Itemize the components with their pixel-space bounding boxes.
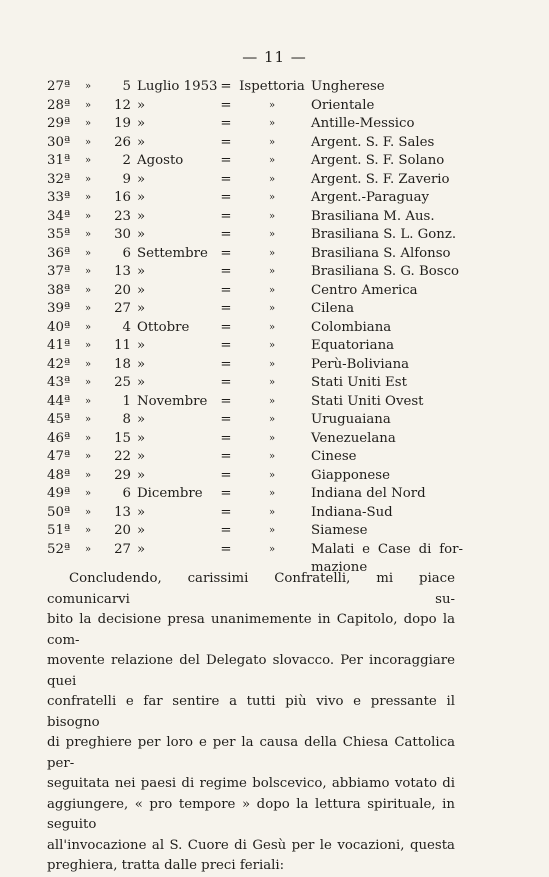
schedule-province-line: Venezuelana <box>311 430 396 446</box>
schedule-province-line: Malati e Case di for- <box>311 541 463 557</box>
schedule-day: 12 <box>114 97 131 113</box>
schedule-province <box>311 152 463 171</box>
schedule-row <box>47 97 467 116</box>
ditto-mark: » <box>85 266 92 277</box>
ditto-mark: » <box>85 506 92 518</box>
schedule-month: » <box>137 134 146 150</box>
schedule-province-line: Perù-Boliviana <box>311 356 410 372</box>
schedule-row <box>47 115 467 134</box>
schedule-day: 6 <box>122 245 131 261</box>
schedule-row <box>47 226 467 245</box>
schedule-day: 29 <box>114 467 131 483</box>
paragraph-line: confratelli e far sentire a tutti più vivo e pressante il bisogno <box>47 694 455 730</box>
schedule-province <box>311 448 463 467</box>
schedule-inspectorate-label: » <box>268 303 276 314</box>
schedule-province-line: mazione <box>311 560 368 575</box>
schedule-province <box>311 374 463 393</box>
schedule-month: » <box>137 523 146 538</box>
schedule-number: 49ª <box>47 486 71 501</box>
schedule-province-line: Colombiana <box>311 319 392 335</box>
schedule-province-line: Indiana-Sud <box>311 504 393 520</box>
schedule-inspectorate-label: » <box>268 488 276 499</box>
schedule-month: » <box>137 208 146 224</box>
schedule-row <box>47 337 467 356</box>
schedule-number: 46ª <box>47 430 71 446</box>
ditto-mark: » <box>85 99 92 111</box>
equals-sign: = <box>220 467 232 483</box>
schedule-inspectorate-label: » <box>268 118 276 129</box>
schedule-inspectorate-label: » <box>268 358 276 370</box>
schedule-month: » <box>137 282 146 298</box>
schedule-row <box>47 78 467 97</box>
ditto-mark: » <box>85 155 92 166</box>
schedule-inspectorate-label: » <box>268 173 276 185</box>
ditto-mark: » <box>85 229 92 240</box>
schedule-day: 22 <box>114 449 131 464</box>
equals-sign: = <box>220 97 232 113</box>
equals-sign: = <box>220 227 232 242</box>
schedule-inspectorate-label: » <box>268 543 276 555</box>
schedule-inspectorate-label: » <box>268 247 276 259</box>
schedule-month: » <box>137 171 146 187</box>
schedule-province-line: Uruguaiana <box>311 412 391 427</box>
schedule-inspectorate-label: » <box>268 395 276 407</box>
schedule-province <box>311 319 463 338</box>
equals-sign: = <box>220 393 232 409</box>
schedule-province-line: Brasiliana S. G. Bosco <box>311 264 460 279</box>
ditto-mark: » <box>85 136 92 148</box>
paragraph-line: di preghiere per loro e per la causa della Chiesa Cattolica per- <box>47 735 455 771</box>
equals-sign: = <box>220 356 232 372</box>
schedule-province <box>311 97 463 116</box>
schedule-inspectorate-label: » <box>268 414 276 425</box>
schedule-inspectorate-label: » <box>268 155 276 166</box>
schedule-row <box>47 263 467 282</box>
page-number: — 11 — <box>242 48 307 66</box>
ditto-mark: » <box>85 432 92 444</box>
schedule-province-line: Cilena <box>311 301 355 316</box>
schedule-number: 30ª <box>47 134 71 150</box>
equals-sign: = <box>220 245 232 261</box>
schedule-province-line: Equatoriana <box>311 338 395 353</box>
schedule-number: 39ª <box>47 301 71 316</box>
equals-sign: = <box>220 430 232 446</box>
ditto-mark: » <box>85 210 92 222</box>
equals-sign: = <box>220 319 232 335</box>
schedule-province <box>311 263 463 282</box>
schedule-number: 40ª <box>47 319 71 335</box>
equals-sign: = <box>220 301 232 316</box>
schedule-province <box>311 337 463 356</box>
ditto-mark: » <box>85 451 92 462</box>
equals-sign: = <box>220 412 232 427</box>
schedule-row <box>47 448 467 467</box>
paragraph-line: seguitata nei paesi di regime bolscevico, abbiamo votato di <box>47 776 455 791</box>
schedule-month: » <box>137 97 146 113</box>
schedule-number: 42ª <box>47 356 71 372</box>
schedule-province-line: Cinese <box>311 449 357 464</box>
schedule-province <box>311 115 463 134</box>
schedule-month: » <box>137 412 146 427</box>
schedule-number: 50ª <box>47 504 71 520</box>
schedule-inspectorate-label: » <box>268 284 276 296</box>
schedule-province-line: Brasiliana S. L. Gonz. <box>311 227 457 242</box>
schedule-month: » <box>137 541 146 557</box>
equals-sign: = <box>220 486 232 501</box>
schedule-province <box>311 171 463 190</box>
schedule-number: 41ª <box>47 338 71 353</box>
schedule-row <box>47 430 467 449</box>
equals-sign: = <box>220 541 232 557</box>
ditto-mark: » <box>85 284 92 296</box>
schedule-inspectorate-label: » <box>268 210 276 222</box>
schedule-day: 27 <box>114 301 131 316</box>
schedule-day: 23 <box>114 208 131 224</box>
schedule-province <box>311 467 463 486</box>
schedule-month: Luglio 1953 <box>137 79 218 94</box>
schedule-inspectorate-label: » <box>268 451 276 462</box>
schedule-province <box>311 226 463 245</box>
ditto-mark: » <box>85 543 92 555</box>
schedule-inspectorate-label: » <box>268 266 276 277</box>
schedule-inspectorate-label: » <box>268 432 276 444</box>
schedule-row <box>47 393 467 412</box>
schedule-row <box>47 356 467 375</box>
schedule-number: 27ª <box>47 79 71 94</box>
schedule-inspectorate-label: » <box>268 506 276 518</box>
schedule-month: » <box>137 467 146 483</box>
schedule-number: 47ª <box>47 449 71 464</box>
ditto-mark: » <box>85 81 92 92</box>
schedule-month: » <box>137 190 146 205</box>
schedule-row <box>47 467 467 486</box>
paragraph-line: movente relazione del Delegato slovacco. Per incoraggiare quei <box>47 653 455 689</box>
schedule-list <box>47 78 467 578</box>
schedule-row <box>47 319 467 338</box>
schedule-month: » <box>137 375 146 390</box>
schedule-day: 16 <box>114 190 131 205</box>
schedule-month: » <box>137 430 146 446</box>
schedule-province-line: Argent. S. F. Sales <box>311 134 435 150</box>
schedule-day: 15 <box>114 430 131 446</box>
schedule-row <box>47 245 467 264</box>
ditto-mark: » <box>85 173 92 185</box>
schedule-row <box>47 282 467 301</box>
schedule-province-line: Centro America <box>311 282 418 298</box>
schedule-row <box>47 374 467 393</box>
schedule-month: » <box>137 338 146 353</box>
schedule-day: 26 <box>114 134 131 150</box>
schedule-day: 9 <box>122 171 131 187</box>
schedule-province <box>311 189 463 208</box>
schedule-inspectorate-label: » <box>268 469 276 481</box>
schedule-number: 52ª <box>47 541 71 557</box>
schedule-day: 20 <box>114 282 131 298</box>
ditto-mark: » <box>85 192 92 203</box>
schedule-number: 38ª <box>47 282 71 298</box>
paragraph-line: aggiungere, « pro tempore » dopo la lettura spirituale, in seguito <box>47 796 455 832</box>
equals-sign: = <box>220 134 232 150</box>
schedule-province <box>311 282 463 301</box>
equals-sign: = <box>220 190 232 205</box>
schedule-row <box>47 171 467 190</box>
schedule-inspectorate-label: » <box>268 229 276 240</box>
schedule-province-line: Argent.-Paraguay <box>311 190 430 205</box>
schedule-province-line: Argent. S. F. Solano <box>311 153 445 168</box>
schedule-month: » <box>137 227 146 242</box>
schedule-day: 8 <box>122 412 131 427</box>
schedule-day: 1 <box>122 393 131 409</box>
schedule-day: 30 <box>114 227 131 242</box>
schedule-day: 4 <box>122 319 131 335</box>
schedule-number: 28ª <box>47 97 71 113</box>
schedule-row <box>47 485 467 504</box>
schedule-row <box>47 134 467 153</box>
schedule-province-line: Antille-Messico <box>311 116 415 131</box>
schedule-day: 6 <box>122 486 131 501</box>
schedule-number: 31ª <box>47 153 71 168</box>
schedule-province <box>311 208 463 227</box>
schedule-row <box>47 152 467 171</box>
paragraph-line: Concludendo, carissimi Confratelli, mi piace comunicarvi su- <box>47 571 455 607</box>
schedule-row <box>47 522 467 541</box>
schedule-day: 11 <box>114 338 131 353</box>
schedule-province <box>311 356 463 375</box>
schedule-number: 43ª <box>47 375 71 390</box>
ditto-mark: » <box>85 118 92 129</box>
paragraph-line: all'invocazione al S. Cuore di Gesù per le vocazioni, questa <box>47 837 455 853</box>
schedule-inspectorate-label: » <box>268 99 276 111</box>
schedule-number: 32ª <box>47 171 71 187</box>
equals-sign: = <box>220 264 232 279</box>
schedule-province-line: Brasiliana M. Aus. <box>311 208 435 224</box>
ditto-mark: » <box>85 303 92 314</box>
schedule-inspectorate-label: » <box>268 525 276 536</box>
schedule-month: » <box>137 504 146 520</box>
schedule-day: 20 <box>114 523 131 538</box>
schedule-inspectorate-label: » <box>268 321 276 333</box>
equals-sign: = <box>220 282 232 298</box>
schedule-province <box>311 504 463 523</box>
schedule-day: 25 <box>114 375 131 390</box>
schedule-province-line: Argent. S. F. Zaverio <box>311 171 450 187</box>
schedule-day: 13 <box>114 504 131 520</box>
schedule-province <box>311 430 463 449</box>
schedule-province <box>311 522 463 541</box>
schedule-number: 37ª <box>47 264 71 279</box>
paragraph-line: bito la decisione presa unanimemente in Capitolo, dopo la com- <box>47 612 455 648</box>
schedule-province-line: Giapponese <box>311 467 390 483</box>
ditto-mark: » <box>85 525 92 536</box>
schedule-row <box>47 208 467 227</box>
schedule-province <box>311 245 463 264</box>
equals-sign: = <box>220 523 232 538</box>
schedule-province-line: Stati Uniti Ovest <box>311 393 424 409</box>
schedule-row <box>47 411 467 430</box>
ditto-mark: » <box>85 395 92 407</box>
schedule-month: Ottobre <box>137 319 190 335</box>
equals-sign: = <box>220 79 232 94</box>
schedule-month: Settembre <box>137 245 208 261</box>
body-paragraph <box>47 569 455 877</box>
equals-sign: = <box>220 504 232 520</box>
schedule-number: 48ª <box>47 467 71 483</box>
schedule-inspectorate-label: » <box>268 136 276 148</box>
equals-sign: = <box>220 208 232 224</box>
schedule-number: 45ª <box>47 412 71 427</box>
schedule-row <box>47 504 467 523</box>
schedule-day: 2 <box>122 153 131 168</box>
schedule-inspectorate-label: » <box>268 340 276 351</box>
schedule-province <box>311 78 463 97</box>
equals-sign: = <box>220 171 232 187</box>
schedule-province <box>311 393 463 412</box>
ditto-mark: » <box>85 247 92 259</box>
schedule-month: » <box>137 449 146 464</box>
schedule-number: 35ª <box>47 227 71 242</box>
schedule-day: 27 <box>114 541 131 557</box>
paragraph-line: preghiera, tratta dalle preci feriali: <box>47 858 285 873</box>
schedule-province <box>311 134 463 153</box>
schedule-province <box>311 485 463 504</box>
schedule-day: 5 <box>122 79 131 94</box>
schedule-row <box>47 300 467 319</box>
schedule-inspectorate-label: » <box>268 377 276 388</box>
schedule-number: 36ª <box>47 245 71 261</box>
equals-sign: = <box>220 153 232 168</box>
schedule-month: » <box>137 301 146 316</box>
schedule-province-line: Indiana del Nord <box>311 486 426 501</box>
schedule-province <box>311 411 463 430</box>
schedule-province-line: Siamese <box>311 523 368 538</box>
schedule-month: » <box>137 356 146 372</box>
ditto-mark: » <box>85 469 92 481</box>
schedule-number: 44ª <box>47 393 71 409</box>
schedule-day: 18 <box>114 356 131 372</box>
schedule-month: » <box>137 264 146 279</box>
ditto-mark: » <box>85 321 92 333</box>
ditto-mark: » <box>85 340 92 351</box>
schedule-province-line: Stati Uniti Est <box>311 375 407 390</box>
equals-sign: = <box>220 116 232 131</box>
ditto-mark: » <box>85 358 92 370</box>
equals-sign: = <box>220 449 232 464</box>
ditto-mark: » <box>85 377 92 388</box>
ditto-mark: » <box>85 488 92 499</box>
schedule-province-line: Brasiliana S. Alfonso <box>311 245 451 261</box>
schedule-number: 33ª <box>47 190 71 205</box>
schedule-number: 51ª <box>47 523 71 538</box>
schedule-month: Novembre <box>137 393 208 409</box>
schedule-number: 34ª <box>47 208 71 224</box>
schedule-month: Agosto <box>137 153 184 168</box>
schedule-number: 29ª <box>47 116 71 131</box>
schedule-day: 13 <box>114 264 131 279</box>
schedule-inspectorate-label: » <box>268 192 276 203</box>
schedule-province-line: Orientale <box>311 97 375 113</box>
schedule-month: Dicembre <box>137 486 203 501</box>
ditto-mark: » <box>85 414 92 425</box>
schedule-province-line: Ungherese <box>311 79 385 94</box>
schedule-day: 19 <box>114 116 131 131</box>
schedule-inspectorate-label: Ispettoria <box>239 79 305 94</box>
schedule-month: » <box>137 116 146 131</box>
equals-sign: = <box>220 375 232 390</box>
equals-sign: = <box>220 338 232 353</box>
schedule-row <box>47 189 467 208</box>
schedule-province <box>311 300 463 319</box>
